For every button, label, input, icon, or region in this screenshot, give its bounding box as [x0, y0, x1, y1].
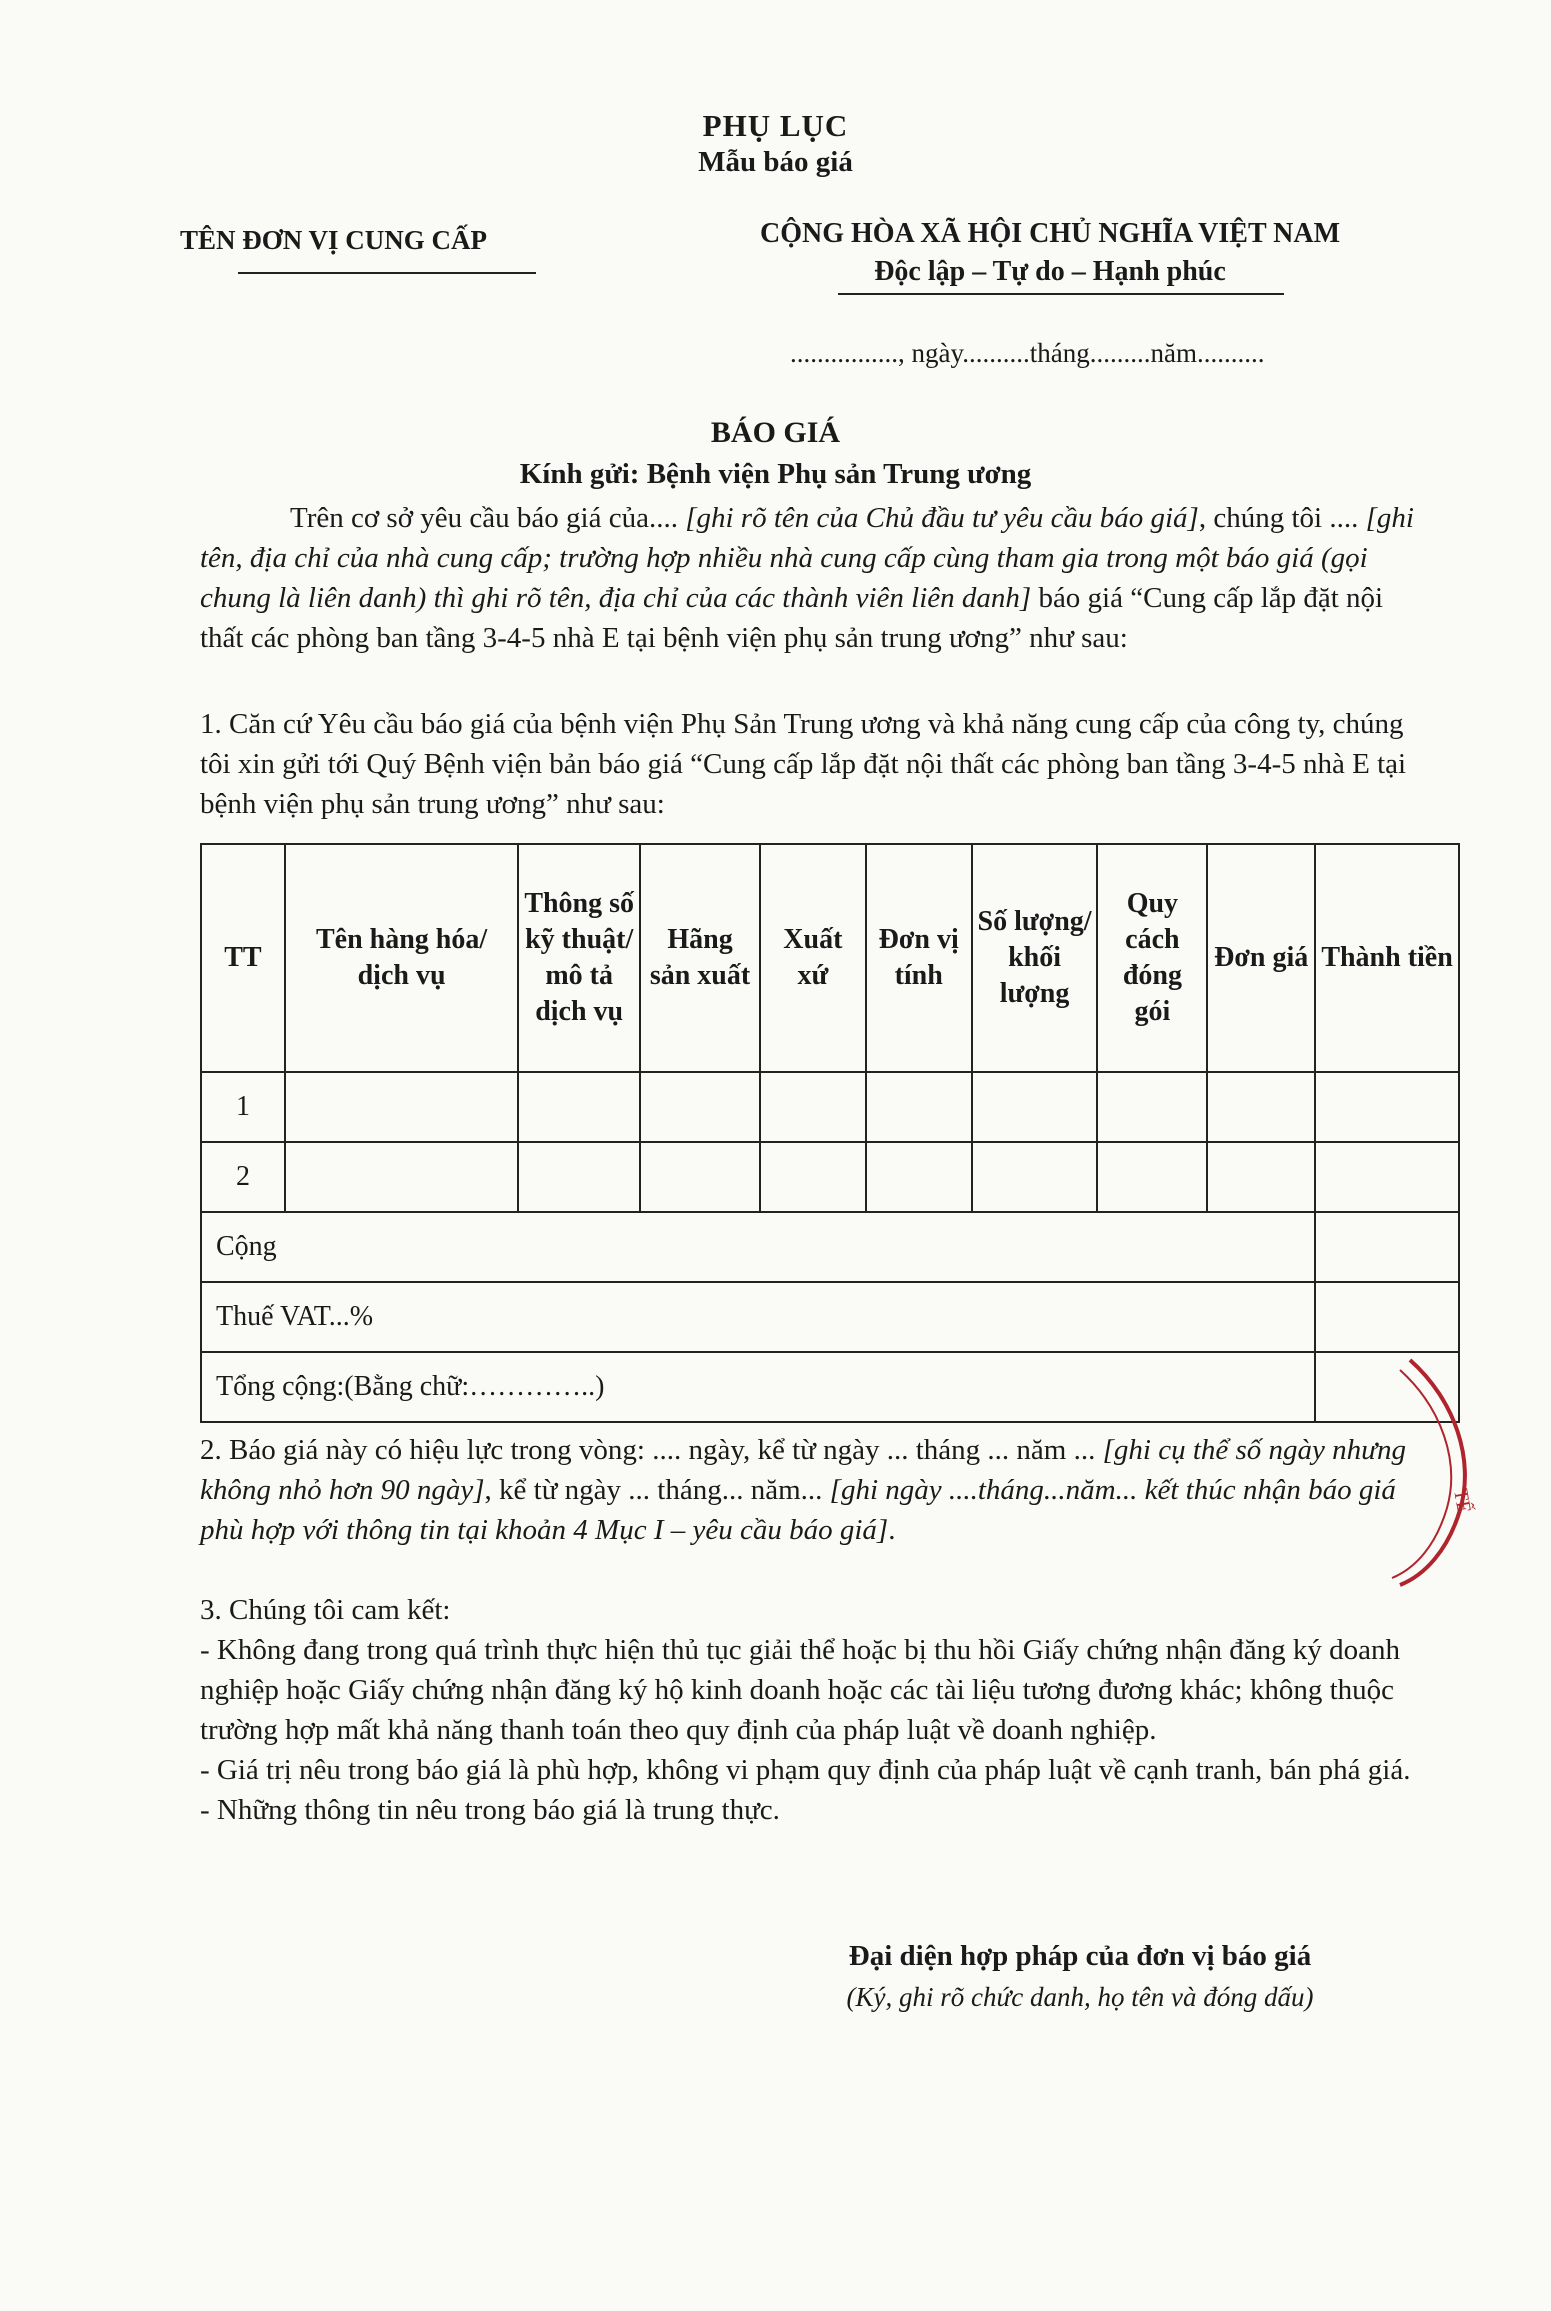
intro-text-d: [ghi tên, địa chỉ của nhà cung cấp; trường hợp nhiều nhà cung cấp cùng tham gia trong một báo giá (gọi chung là liên danh) thì ghi rõ tên, địa chỉ của các thành viên liên danh] — [200, 502, 1414, 614]
basis-paragraph: 1. Căn cứ Yêu cầu báo giá của bệnh viện Phụ Sản Trung ương và khả năng cung cấp của công ty, chúng tôi xin gửi tới Quý Bệnh viện bản báo giá “Cung cấp lắp đặt nội thất các phòng ban tầng 3-4-5 nhà E tại bệnh viện phụ sản trung ương” như sau: — [200, 708, 1407, 820]
validity-text-e: . — [888, 1514, 896, 1546]
table-cell — [760, 1072, 866, 1142]
vat-cell — [1315, 1282, 1459, 1352]
row-number: 2 — [201, 1142, 285, 1212]
supplier-label: TÊN ĐƠN VỊ CUNG CẤP — [180, 225, 488, 255]
grand-total-label: Tổng cộng:(Bằng chữ:…………..) — [201, 1352, 1315, 1422]
table-cell — [1207, 1142, 1315, 1212]
intro-text-a: Trên cơ sở yêu cầu báo giá của.... — [290, 502, 686, 534]
col-header-quantity: Số lượng/ khối lượng — [972, 844, 1098, 1072]
table-cell — [866, 1142, 972, 1212]
table-cell — [518, 1142, 640, 1212]
col-header-unit: Đơn vị tính — [866, 844, 972, 1072]
grand-total-row — [201, 1352, 1459, 1422]
table-cell — [640, 1142, 760, 1212]
col-header-item: Tên hàng hóa/ dịch vụ — [285, 844, 518, 1072]
signature-note: (Ký, ghi rõ chức danh, họ tên và đóng dấu) — [846, 1982, 1314, 2012]
stamp-text: TẾ — [1449, 1487, 1475, 1515]
vat-row — [201, 1282, 1459, 1352]
commitments-title: 3. Chúng tôi cam kết: — [200, 1594, 451, 1626]
total-cell — [1315, 1212, 1459, 1282]
table-cell — [972, 1142, 1098, 1212]
nation-title: CỘNG HÒA XÃ HỘI CHỦ NGHĨA VIỆT NAM — [759, 218, 1341, 249]
date-line: ................, ngày..........tháng.........năm.......... — [790, 338, 1265, 368]
col-header-amount: Thành tiền — [1315, 844, 1459, 1072]
commitment-item: - Không đang trong quá trình thực hiện thủ tục giải thể hoặc bị thu hồi Giấy chứng nhận đăng ký doanh nghiệp hoặc Giấy chứng nhận đăng ký hộ kinh doanh hoặc các tài liệu tương đương khác; không thuộc trường hợp mất khả năng thanh toán theo quy định của pháp luật về doanh nghiệp. — [200, 1634, 1401, 1746]
intro-paragraph — [200, 498, 1415, 658]
appendix-title: PHỤ LỤC — [702, 108, 849, 143]
recipient-line: Kính gửi: Bệnh viện Phụ sản Trung ương — [519, 458, 1032, 490]
validity-text-a: 2. Báo giá này có hiệu lực trong vòng: .... ngày, kể từ ngày ... tháng ... năm ... — [200, 1434, 1103, 1466]
validity-text-d: [ghi ngày ....tháng...năm... kết thúc nhận báo giá phù hợp với thông tin tại khoản 4 Mục I – yêu cầu báo giá] — [200, 1474, 1396, 1546]
commitment-item: - Giá trị nêu trong báo giá là phù hợp, không vi phạm quy định của pháp luật về cạnh tranh, bán phá giá. — [200, 1754, 1411, 1786]
motto: Độc lập – Tự do – Hạnh phúc — [874, 256, 1226, 287]
validity-text-c: , kể từ ngày ... tháng... năm... — [484, 1474, 830, 1506]
validity-text-b: [ghi cụ thể số ngày nhưng không nhỏ hơn 90 ngày] — [200, 1434, 1406, 1506]
signature-title: Đại diện hợp pháp của đơn vị báo giá — [848, 1940, 1312, 1972]
total-label: Cộng — [201, 1212, 1315, 1282]
table-cell — [1097, 1142, 1207, 1212]
vat-label: Thuế VAT...% — [201, 1282, 1315, 1352]
table-cell — [518, 1072, 640, 1142]
quote-heading: BÁO GIÁ — [710, 416, 841, 449]
col-header-origin: Xuất xứ — [760, 844, 866, 1072]
col-header-spec: Thông số kỹ thuật/ mô tả dịch vụ — [518, 844, 640, 1072]
form-title: Mẫu báo giá — [698, 146, 853, 178]
validity-paragraph — [200, 1430, 1415, 1550]
col-header-tt: TT — [201, 844, 285, 1072]
table-cell — [760, 1142, 866, 1212]
motto-underline — [838, 293, 1284, 295]
commitments-section — [200, 1590, 1415, 1830]
table-cell — [1097, 1072, 1207, 1142]
table-cell — [1315, 1072, 1459, 1142]
table-cell — [640, 1072, 760, 1142]
intro-text-b: [ghi rõ tên của Chủ đầu tư yêu cầu báo giá] — [685, 502, 1199, 534]
intro-text-e: báo giá “Cung cấp lắp đặt nội thất các phòng ban tầng 3-4-5 nhà E tại bệnh viện phụ sản trung ương” như sau: — [200, 582, 1384, 654]
commitment-item: - Những thông tin nêu trong báo giá là trung thực. — [200, 1794, 780, 1826]
table-cell — [1207, 1072, 1315, 1142]
col-header-maker: Hãng sản xuất — [640, 844, 760, 1072]
table-cell — [1315, 1142, 1459, 1212]
red-stamp-fragment — [1380, 1350, 1490, 1590]
col-header-unit-price: Đơn giá — [1207, 844, 1315, 1072]
table-row — [201, 1072, 1459, 1142]
table-cell — [285, 1072, 518, 1142]
table-cell — [285, 1142, 518, 1212]
intro-text-c: , chúng tôi .... — [1198, 502, 1366, 534]
table-cell — [866, 1072, 972, 1142]
total-row — [201, 1212, 1459, 1282]
table-header-row — [201, 844, 1459, 1072]
stamp-outer-arc — [1400, 1360, 1465, 1585]
table-row — [201, 1142, 1459, 1212]
quote-table — [200, 843, 1460, 1423]
col-header-packing: Quy cách đóng gói — [1097, 844, 1207, 1072]
supplier-underline — [238, 272, 536, 274]
row-number: 1 — [201, 1072, 285, 1142]
table-cell — [972, 1072, 1098, 1142]
